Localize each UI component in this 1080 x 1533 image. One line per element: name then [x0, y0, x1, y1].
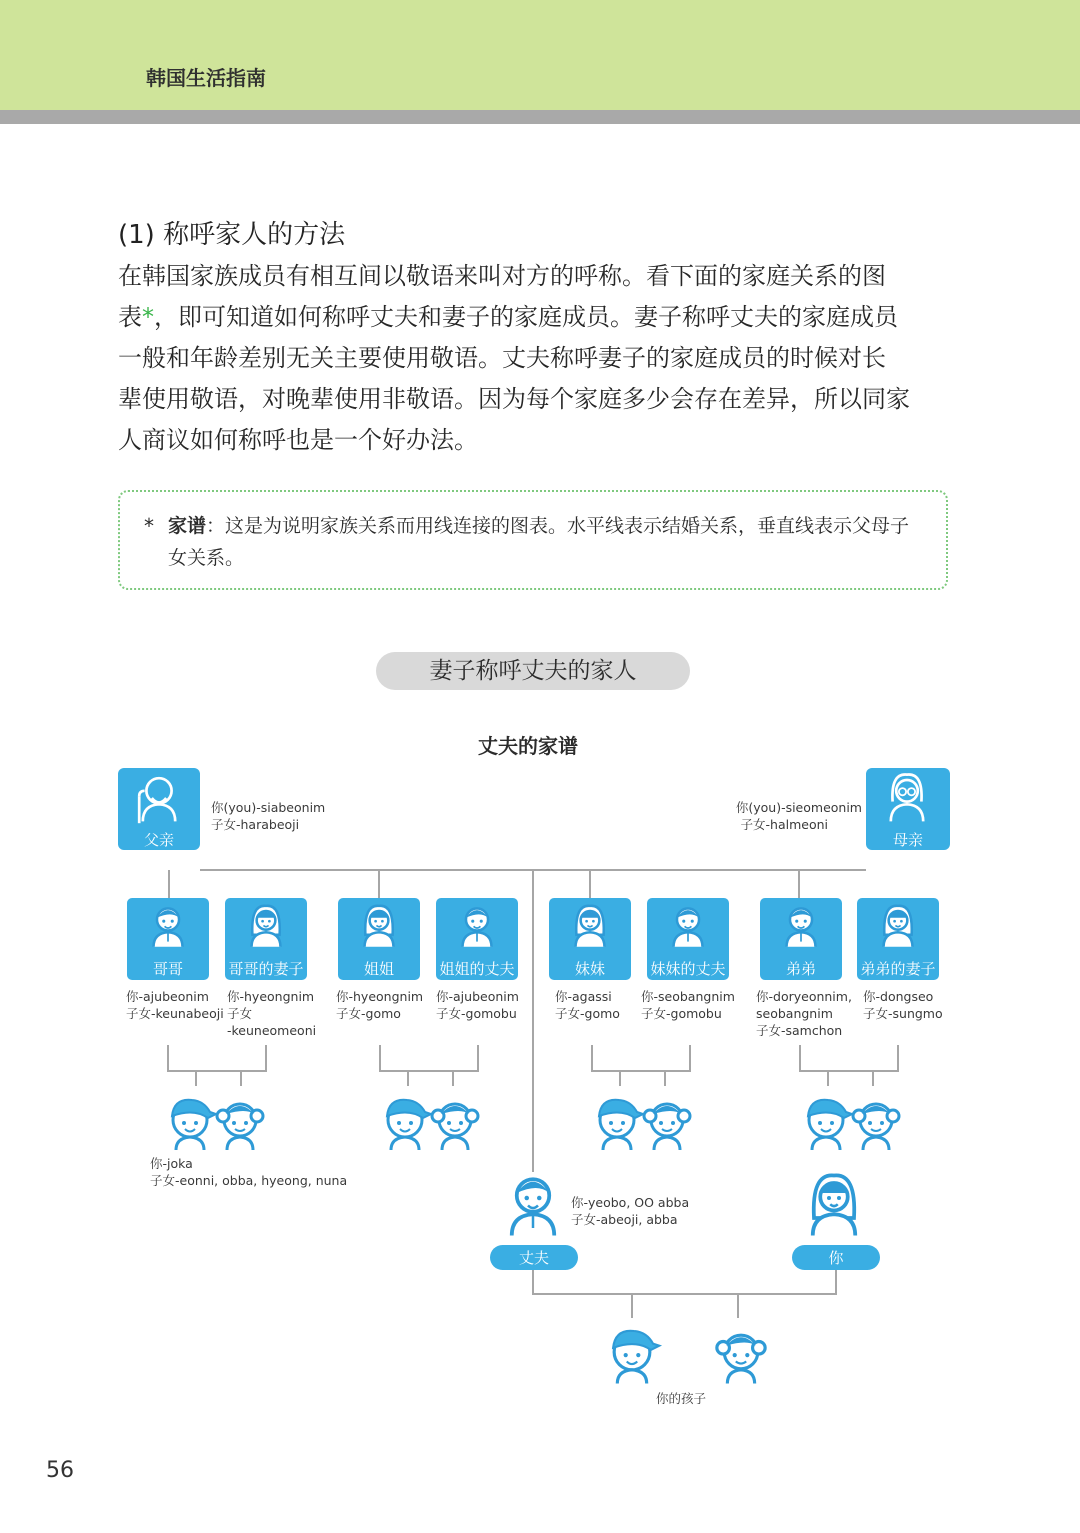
sibling-2-labels: 你-hyeongnim 子女-gomo	[336, 989, 424, 1021]
note-star: *	[144, 514, 154, 538]
boy-icon	[599, 1100, 643, 1150]
sibling-label: 哥哥	[152, 960, 184, 978]
sibling-card-2	[338, 898, 420, 980]
sibling-7-labels: 你-dongseo 子女-sungmo	[863, 989, 943, 1021]
boy-icon	[387, 1100, 431, 1150]
woman-icon	[884, 906, 913, 947]
diagram-heading-pill: 妻子称呼丈夫的家人	[376, 652, 690, 690]
boy-icon	[808, 1100, 852, 1150]
sibling-card-7	[857, 898, 939, 980]
boy-icon	[172, 1100, 216, 1150]
paragraph-line-3: 一般和年龄差别无关主要使用敬语。丈夫称呼妻子的家庭成员的时候对长	[118, 344, 886, 372]
mother-address-you: 你(you)-sieomeonim	[735, 800, 862, 815]
sibling-card-1	[225, 898, 307, 980]
section-title: (1) 称呼家人的方法	[118, 220, 346, 250]
girl-icon	[217, 1104, 263, 1150]
note-definition: ：这是为说明家族关系而用线连接的图表。水平线表示结婚关系，垂直线表示父母子女关系。	[168, 515, 910, 569]
sibling-label: 弟弟的妻子	[860, 960, 936, 978]
father-card	[118, 768, 200, 850]
sibling-4-labels: 你-agassi 子女-gomo	[555, 989, 620, 1021]
mother-address-children: 子女-halmeoni	[740, 817, 828, 832]
sibling-card-6	[760, 898, 842, 980]
sibling-3-labels: 你-ajubeonim 子女-gomobu	[436, 989, 519, 1021]
father-label: 父亲	[143, 831, 175, 849]
sibling-card-4	[549, 898, 631, 980]
woman-icon	[252, 906, 281, 947]
sibling-1-labels: 你-hyeongnim 子女 -keuneomeoni	[227, 989, 317, 1038]
note-term: 家谱	[168, 515, 207, 537]
paragraph-line-5: 人商议如何称呼也是一个好办法。	[118, 426, 478, 454]
husband-label: 丈夫	[518, 1249, 550, 1267]
sibling-label: 弟弟	[785, 960, 817, 978]
mother-label: 母亲	[892, 831, 924, 849]
sibling-5-labels: 你-seobangnim 子女-gomobu	[641, 989, 735, 1021]
footnote-asterisk: *	[142, 303, 154, 331]
line2-prefix: 表	[118, 303, 142, 331]
wife-icon	[813, 1175, 856, 1235]
family-tree-title: 丈夫的家谱	[478, 734, 578, 758]
husband-address-labels: 你-yeobo, OO abba 子女-abeoji, abba	[571, 1195, 690, 1227]
girl-icon	[644, 1104, 690, 1150]
woman-icon	[365, 906, 394, 947]
header-title: 韩国生活指南	[146, 66, 266, 90]
boy-icon	[613, 1331, 659, 1384]
woman-icon	[576, 906, 605, 947]
line2-rest: ，即可知道如何称呼丈夫和妻子的家庭成员。妻子称呼丈夫的家庭成员	[154, 303, 898, 331]
father-address-you: 你(you)-siabeonim	[211, 800, 326, 815]
sibling-6-labels: 你-doryeonnim, seobangnim 子女-samchon	[756, 989, 852, 1038]
mother-card	[866, 768, 950, 850]
you-label: 你	[828, 1249, 844, 1267]
father-address-children: 子女-harabeoji	[211, 817, 300, 832]
nephew-niece-labels: 你-joka 子女-eonni, obba, hyeong, nuna	[150, 1156, 348, 1188]
sibling-card-5	[647, 898, 729, 980]
sibling-label: 哥哥的妻子	[228, 960, 304, 978]
your-children-label: 你的孩子	[656, 1391, 707, 1406]
sibling-label: 姐姐的丈夫	[439, 960, 515, 978]
sibling-card-0	[127, 898, 209, 980]
girl-icon	[853, 1104, 899, 1150]
paragraph-line-4: 辈使用敬语，对晚辈使用非敬语。因为每个家庭多少会存在差异，所以同家	[118, 385, 910, 413]
paragraph-line-1: 在韩国家族成员有相互间以敬语来叫对方的呼称。看下面的家庭关系的图	[118, 262, 886, 290]
sibling-label: 妹妹的丈夫	[650, 960, 726, 978]
sibling-label: 姐姐	[363, 960, 395, 978]
husband-icon	[512, 1179, 555, 1235]
page-number: 56	[46, 1458, 74, 1483]
girl-icon	[717, 1335, 765, 1383]
sibling-card-3	[436, 898, 518, 980]
girl-icon	[432, 1104, 478, 1150]
sibling-0-labels: 你-ajubeonim 子女-keunabeoji	[126, 989, 224, 1021]
sibling-label: 妹妹	[574, 960, 606, 978]
